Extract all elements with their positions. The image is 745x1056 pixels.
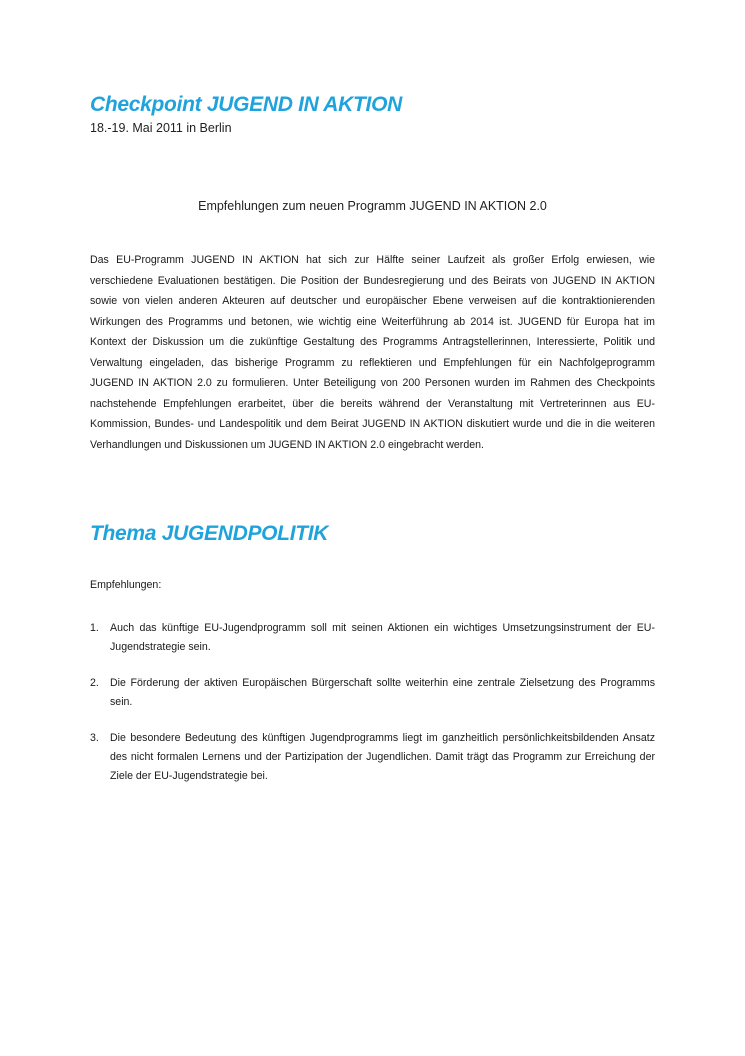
recommendations-list bbox=[90, 619, 655, 786]
list-item-number: 2. bbox=[90, 677, 99, 689]
recommendations-heading: Empfehlungen zum neuen Programm JUGEND IN AKTION 2.0 bbox=[198, 199, 547, 213]
list-item-text: Die Förderung der aktiven Europäischen Bürgerschaft sollte weiterhin eine zentrale Zielsetzung des Programms sein. bbox=[110, 677, 655, 708]
intro-paragraph: Das EU-Programm JUGEND IN AKTION hat sich zur Hälfte seiner Laufzeit als großer Erfolg erwiesen, wie verschiedene Evaluationen bestätigen. Die Position der Bundesregierung und des Beirats von JUGEND IN AKTION sowie von vielen anderen Akteuren auf deutscher und europäischer Ebene verweisen auf die kontraktionierenden Wirkungen des Programms und betonen, wie wichtig eine Weiterführung ab 2014 ist. JUGEND für Europa hat im Kontext der Diskussion um die zukünftige Gestaltung des Programms Antragstellerinnen, Interessierte, Politik und Verwaltung eingeladen, das bisherige Programm zu reflektieren und Empfehlungen für ein Nachfolgeprogramm JUGEND IN AKTION 2.0 zu formulieren. Unter Beteiligung von 200 Personen wurden im Rahmen des Checkpoints nachstehende Empfehlungen erarbeitet, über die bereits während der Veranstaltung mit Vertreterinnen aus EU-Kommission, Bundes- und Landespolitik und dem Beirat JUGEND IN AKTION diskutiert wurde und die in die weiteren Verhandlungen und Diskussionen um JUGEND IN AKTION 2.0 eingebracht werden. bbox=[90, 254, 655, 451]
list-item bbox=[90, 729, 655, 786]
list-item-number: 3. bbox=[90, 732, 99, 744]
document-subtitle: 18.-19. Mai 2011 in Berlin bbox=[90, 121, 232, 135]
list-item bbox=[90, 674, 655, 712]
list-item bbox=[90, 619, 655, 657]
document-title: Checkpoint JUGEND IN AKTION bbox=[90, 93, 402, 116]
list-item-text: Auch das künftige EU-Jugendprogramm soll mit seinen Aktionen ein wichtiges Umsetzungsinstrument der EU-Jugendstrategie sein. bbox=[110, 622, 655, 653]
recommendations-label: Empfehlungen: bbox=[90, 579, 162, 591]
section-title: Thema JUGENDPOLITIK bbox=[90, 522, 329, 545]
list-item-text: Die besondere Bedeutung des künftigen Jugendprogramms liegt im ganzheitlich persönlichkeitsbildenden Ansatz des nicht formalen Lernens und der Partizipation der Jugendlichen. Damit trägt das Programm zur Erreichung der Ziele der EU-Jugendstrategie bei. bbox=[110, 732, 655, 782]
list-item-number: 1. bbox=[90, 622, 99, 634]
